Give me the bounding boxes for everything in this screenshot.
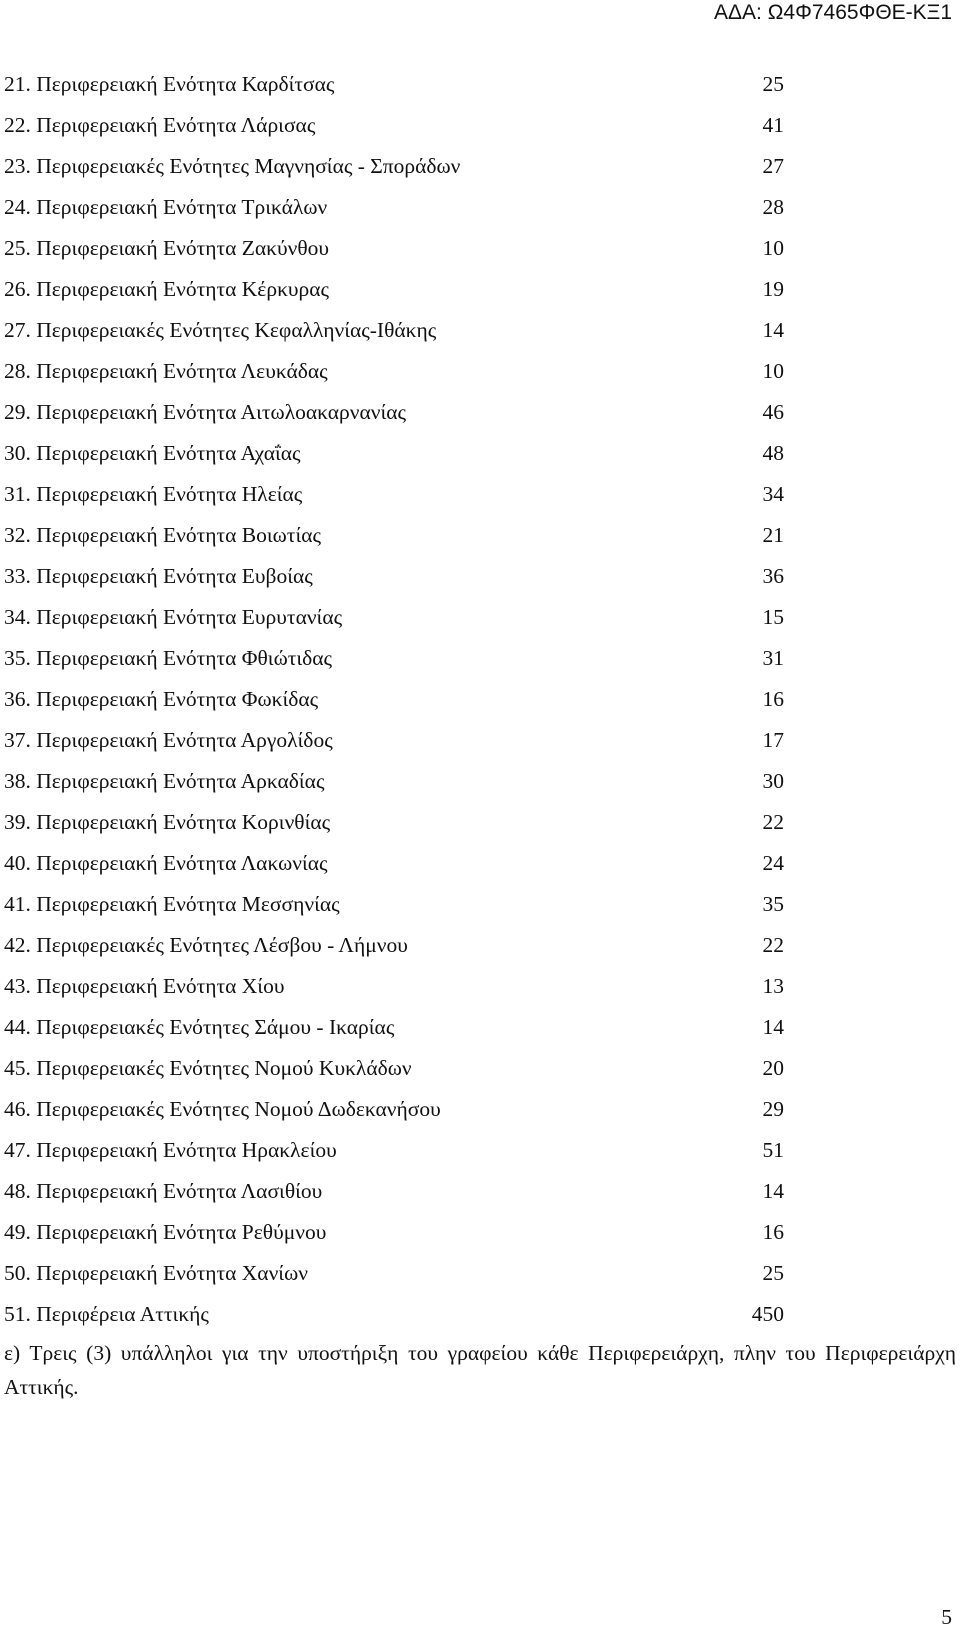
list-item-label: 50. Περιφερειακή Ενότητα Χανίων <box>4 1261 308 1285</box>
list-item-label: 25. Περιφερειακή Ενότητα Ζακύνθου <box>4 236 330 260</box>
list-item-label: 48. Περιφερειακή Ενότητα Λασιθίου <box>4 1179 323 1203</box>
list-item-label: 36. Περιφερειακή Ενότητα Φωκίδας <box>4 687 319 711</box>
list-item-label: 30. Περιφερειακή Ενότητα Αχαΐας <box>4 441 301 465</box>
ada-code: ΑΔΑ: Ω4Φ7465ΦΘΕ-ΚΞ1 <box>714 1 952 24</box>
list-item <box>4 187 784 228</box>
list-item-label: 41. Περιφερειακή Ενότητα Μεσσηνίας <box>4 892 340 916</box>
list-item <box>4 761 784 802</box>
list-item <box>4 843 784 884</box>
list-item-label: 21. Περιφερειακή Ενότητα Καρδίτσας <box>4 72 335 96</box>
list-item <box>4 64 784 105</box>
list-item-value: 19 <box>762 277 784 301</box>
list-item <box>4 1294 784 1335</box>
list-item <box>4 351 784 392</box>
paragraph-e: ε) Τρεις (3) υπάλληλοι για την υποστήριξη του γραφείου κάθε Περιφερειάρχη, πλην του Περιφερειάρχη Αττικής. <box>4 1341 956 1399</box>
list-item-label: 27. Περιφερειακές Ενότητες Κεφαλληνίας-Ιθάκης <box>4 318 437 342</box>
list-item <box>4 1253 784 1294</box>
list-item-value: 14 <box>762 318 784 342</box>
list-item <box>4 556 784 597</box>
list-item-label: 22. Περιφερειακή Ενότητα Λάρισας <box>4 113 316 137</box>
list-item-value: 10 <box>762 236 784 260</box>
list-item-value: 27 <box>762 154 784 178</box>
list-item-value: 22 <box>762 933 784 957</box>
list-item-label: 43. Περιφερειακή Ενότητα Χίου <box>4 974 285 998</box>
list-item <box>4 310 784 351</box>
list-item-value: 10 <box>762 359 784 383</box>
list-item-label: 35. Περιφερειακή Ενότητα Φθιώτιδας <box>4 646 333 670</box>
list-item-value: 22 <box>762 810 784 834</box>
list-item-value: 14 <box>762 1179 784 1203</box>
list-item-label: 51. Περιφέρεια Αττικής <box>4 1302 209 1326</box>
list-item-label: 39. Περιφερειακή Ενότητα Κορινθίας <box>4 810 331 834</box>
list-item-label: 32. Περιφερειακή Ενότητα Βοιωτίας <box>4 523 322 547</box>
list-item-value: 31 <box>762 646 784 670</box>
list-item-label: 46. Περιφερειακές Ενότητες Νομού Δωδεκανήσου <box>4 1097 441 1121</box>
list-item-label: 45. Περιφερειακές Ενότητες Νομού Κυκλάδων <box>4 1056 412 1080</box>
list-item-label: 24. Περιφερειακή Ενότητα Τρικάλων <box>4 195 328 219</box>
list-item-value: 450 <box>751 1302 784 1326</box>
list-item-value: 36 <box>762 564 784 588</box>
list-item <box>4 433 784 474</box>
list-item <box>4 802 784 843</box>
list-item-label: 29. Περιφερειακή Ενότητα Αιτωλοακαρνανίας <box>4 400 407 424</box>
list-item <box>4 1089 784 1130</box>
list-item-value: 28 <box>762 195 784 219</box>
list-item <box>4 925 784 966</box>
list-item-label: 44. Περιφερειακές Ενότητες Σάμου - Ικαρίας <box>4 1015 395 1039</box>
list-item-value: 35 <box>762 892 784 916</box>
list-item <box>4 884 784 925</box>
list-item <box>4 679 784 720</box>
list-item <box>4 966 784 1007</box>
list-item-value: 29 <box>762 1097 784 1121</box>
regional-units-list <box>4 64 784 1335</box>
list-item-value: 17 <box>762 728 784 752</box>
list-item <box>4 720 784 761</box>
list-item-value: 16 <box>762 687 784 711</box>
list-item-label: 28. Περιφερειακή Ενότητα Λευκάδας <box>4 359 328 383</box>
list-item-value: 24 <box>762 851 784 875</box>
list-item-label: 37. Περιφερειακή Ενότητα Αργολίδος <box>4 728 333 752</box>
list-item-label: 49. Περιφερειακή Ενότητα Ρεθύμνου <box>4 1220 327 1244</box>
list-item <box>4 228 784 269</box>
list-item-label: 23. Περιφερειακές Ενότητες Μαγνησίας - Σποράδων <box>4 154 461 178</box>
list-item <box>4 1007 784 1048</box>
list-item-value: 21 <box>762 523 784 547</box>
list-item-value: 48 <box>762 441 784 465</box>
list-item <box>4 515 784 556</box>
list-item-value: 34 <box>762 482 784 506</box>
list-item-value: 30 <box>762 769 784 793</box>
list-item <box>4 392 784 433</box>
page-number: 5 <box>941 1605 952 1629</box>
list-item-label: 40. Περιφερειακή Ενότητα Λακωνίας <box>4 851 328 875</box>
list-item-value: 46 <box>762 400 784 424</box>
list-item-value: 15 <box>762 605 784 629</box>
list-item <box>4 1048 784 1089</box>
list-item <box>4 269 784 310</box>
list-item-value: 14 <box>762 1015 784 1039</box>
list-item-value: 25 <box>762 72 784 96</box>
list-item-label: 38. Περιφερειακή Ενότητα Αρκαδίας <box>4 769 325 793</box>
list-item <box>4 1212 784 1253</box>
list-item-value: 51 <box>762 1138 784 1162</box>
list-item-label: 31. Περιφερειακή Ενότητα Ηλείας <box>4 482 303 506</box>
list-item <box>4 1130 784 1171</box>
list-item-label: 26. Περιφερειακή Ενότητα Κέρκυρας <box>4 277 330 301</box>
list-item-value: 13 <box>762 974 784 998</box>
list-item-value: 41 <box>762 113 784 137</box>
list-item-value: 16 <box>762 1220 784 1244</box>
list-item-value: 25 <box>762 1261 784 1285</box>
list-item-label: 33. Περιφερειακή Ενότητα Ευβοίας <box>4 564 313 588</box>
list-item-label: 42. Περιφερειακές Ενότητες Λέσβου - Λήμνου <box>4 933 408 957</box>
list-item <box>4 1171 784 1212</box>
list-item <box>4 638 784 679</box>
list-item <box>4 146 784 187</box>
list-item <box>4 474 784 515</box>
list-item-value: 20 <box>762 1056 784 1080</box>
list-item-label: 47. Περιφερειακή Ενότητα Ηρακλείου <box>4 1138 337 1162</box>
list-item <box>4 105 784 146</box>
list-item <box>4 597 784 638</box>
list-item-label: 34. Περιφερειακή Ενότητα Ευρυτανίας <box>4 605 343 629</box>
